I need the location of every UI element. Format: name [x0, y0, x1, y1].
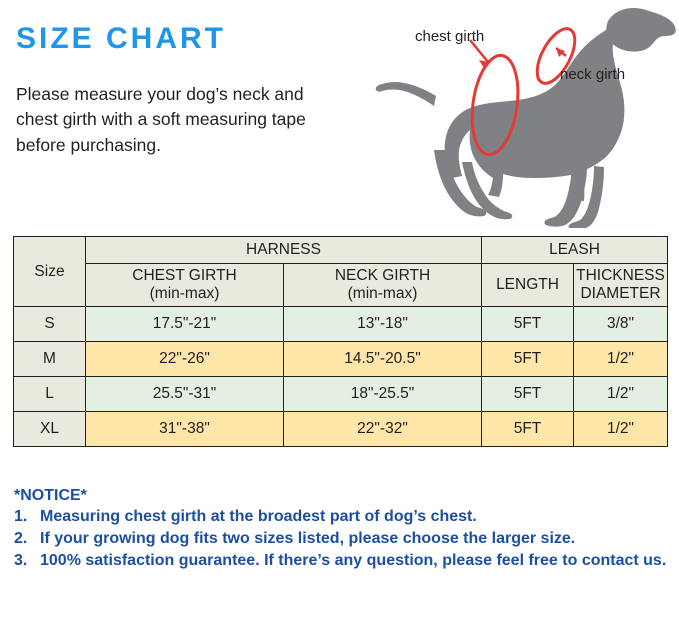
notice-item-number: 1. — [14, 508, 28, 525]
header-neck-girth-line1: NECK GIRTH — [334, 267, 431, 285]
cell-neck: 22"-32" — [284, 412, 482, 447]
notice-section — [14, 487, 670, 572]
cell-thickness: 1/2" — [574, 377, 668, 412]
notice-item-number: 2. — [14, 529, 28, 547]
cell-neck: 18"-25.5" — [284, 377, 482, 412]
header-leash: LEASH — [482, 237, 668, 264]
size-chart-table — [13, 236, 668, 447]
neck-girth-label: neck girth — [560, 66, 626, 83]
table-column-header-row — [14, 264, 668, 307]
cell-chest: 17.5"-21" — [86, 307, 284, 342]
page-title: SIZE CHART — [16, 22, 226, 55]
size-chart-table-wrap — [13, 236, 667, 447]
cell-size: XL — [14, 412, 86, 447]
header-chest-girth — [86, 264, 284, 307]
cell-chest: 22"-26" — [86, 342, 284, 377]
table-row — [14, 342, 668, 377]
header-size: Size — [14, 237, 86, 307]
cell-neck: 14.5"-20.5" — [284, 342, 482, 377]
cell-neck: 13"-18" — [284, 307, 482, 342]
header-neck-girth-line2: (min-max) — [347, 285, 418, 302]
header-neck-girth — [284, 264, 482, 307]
cell-length: 5FT — [482, 342, 574, 377]
notice-item-text: If your growing dog fits two sizes listed, please choose the larger size. — [40, 529, 576, 547]
table-row — [14, 377, 668, 412]
header-harness: HARNESS — [86, 237, 482, 264]
header-thickness — [574, 264, 668, 307]
cell-size: L — [14, 377, 86, 412]
notice-item — [14, 551, 670, 572]
cell-length: 5FT — [482, 377, 574, 412]
header-chest-girth-line2: (min-max) — [149, 285, 220, 302]
notice-item-number: 3. — [14, 551, 28, 569]
cell-size: M — [14, 342, 86, 377]
header-thickness-line1: THICKNESS — [576, 267, 665, 285]
chest-girth-label: chest girth — [415, 28, 485, 45]
cell-length: 5FT — [482, 412, 574, 447]
dog-illustration — [320, 0, 679, 228]
intro-text: Please measure your dog’s neck and chest girth with a soft measuring tape before purchasing. — [16, 84, 306, 155]
notice-item — [14, 507, 670, 528]
cell-chest: 25.5"-31" — [86, 377, 284, 412]
header-chest-girth-line1: CHEST GIRTH — [132, 267, 237, 285]
header-length: LENGTH — [482, 264, 574, 307]
table-row — [14, 307, 668, 342]
cell-thickness: 1/2" — [574, 342, 668, 377]
notice-item-text: Measuring chest girth at the broadest part of dog’s chest. — [40, 508, 477, 525]
header-thickness-line2: DIAMETER — [580, 285, 661, 302]
notice-item-text: 100% satisfaction guarantee. If there’s any question, please feel free to contact us. — [40, 551, 667, 569]
table-group-header-row — [14, 237, 668, 264]
notice-list — [14, 507, 670, 571]
notice-title: *NOTICE* — [14, 487, 87, 504]
cell-length: 5FT — [482, 307, 574, 342]
cell-chest: 31"-38" — [86, 412, 284, 447]
table-row — [14, 412, 668, 447]
cell-thickness: 3/8" — [574, 307, 668, 342]
header-section — [0, 0, 679, 228]
cell-size: S — [14, 307, 86, 342]
dog-silhouette-icon — [320, 0, 679, 228]
cell-thickness: 1/2" — [574, 412, 668, 447]
notice-item — [14, 529, 670, 550]
